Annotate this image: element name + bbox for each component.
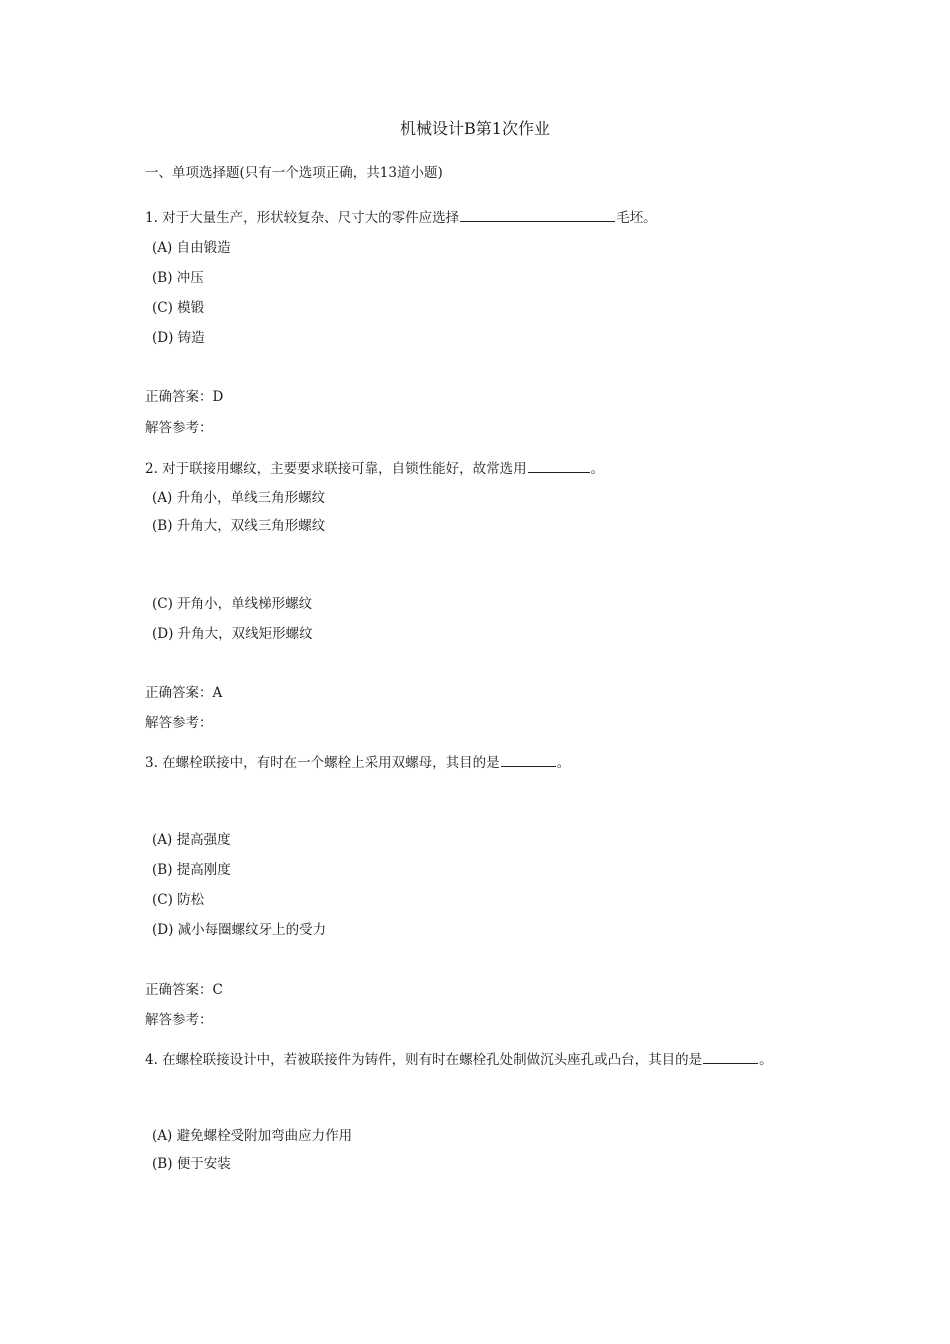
question-3-option-c: (C) 防松 <box>152 892 205 908</box>
question-4-option-b: (B) 便于安装 <box>152 1156 231 1172</box>
question-4-option-a: (A) 避免螺栓受附加弯曲应力作用 <box>152 1128 353 1144</box>
question-1-option-b: (B) 冲压 <box>152 270 204 286</box>
question-1-option-d: (D) 铸造 <box>152 330 205 346</box>
answer-blank <box>528 460 590 473</box>
question-2-text-end: 。 <box>590 461 605 477</box>
question-2-text: 2. 对于联接用螺纹，主要要求联接可靠，自锁性能好，故常选用 <box>145 461 527 477</box>
question-4-text-end: 。 <box>759 1052 773 1068</box>
question-3-explanation: 解答参考： <box>145 1012 213 1028</box>
answer-blank <box>460 209 615 222</box>
question-2-explanation: 解答参考： <box>145 715 213 731</box>
question-2-option-a: (A) 升角小，单线三角形螺纹 <box>152 490 326 506</box>
question-4-stem <box>145 1051 773 1069</box>
question-1-option-a: (A) 自由锻造 <box>152 240 231 256</box>
question-3-text-end: 。 <box>556 755 571 771</box>
document-title: 机械设计B第1次作业 <box>400 119 550 138</box>
question-2-option-d: (D) 升角大，双线矩形螺纹 <box>152 626 313 642</box>
section-heading: 一、单项选择题(只有一个选项正确，共13道小题) <box>145 165 443 181</box>
question-1-option-c: (C) 模锻 <box>152 300 205 316</box>
question-4-text: 4. 在螺栓联接设计中，若被联接件为铸件，则有时在螺栓孔处制做沉头座孔或凸台，其目的是 <box>145 1052 703 1068</box>
question-3-option-a: (A) 提高强度 <box>152 832 231 848</box>
question-2-option-c: (C) 开角小，单线梯形螺纹 <box>152 596 313 612</box>
question-3-option-b: (B) 提高刚度 <box>152 862 231 878</box>
question-3-text: 3. 在螺栓联接中，有时在一个螺栓上采用双螺母，其目的是 <box>145 755 500 771</box>
answer-blank <box>703 1051 758 1064</box>
question-2-answer: 正确答案：A <box>145 685 223 701</box>
question-1-explanation: 解答参考： <box>145 420 213 436</box>
question-1-answer: 正确答案：D <box>145 389 224 405</box>
question-3-answer: 正确答案：C <box>145 982 223 998</box>
question-1-stem <box>145 209 657 227</box>
question-1-text-end: 毛坯。 <box>616 210 657 226</box>
answer-blank <box>501 754 556 767</box>
question-3-stem <box>145 754 570 772</box>
question-2-stem <box>145 460 604 478</box>
question-1-text: 1. 对于大量生产，形状较复杂、尺寸大的零件应选择 <box>145 210 460 226</box>
question-2-option-b: (B) 升角大，双线三角形螺纹 <box>152 518 326 534</box>
question-3-option-d: (D) 减小每圈螺纹牙上的受力 <box>152 922 327 938</box>
